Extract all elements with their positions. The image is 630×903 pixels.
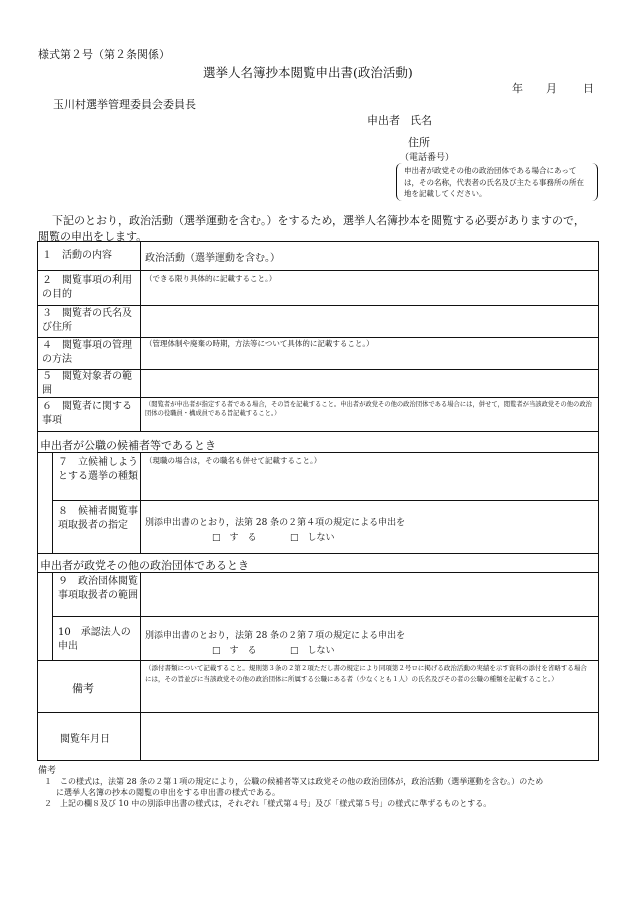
addressee: 玉川村選挙管理委員会委員長 [53,98,196,111]
section-political-group: 申出者が政党その他の政治団体であるとき [40,559,249,572]
row1-value: 政治活動（選挙運動を含む。） [145,253,280,264]
row8-label: ８ 候補者閲覧事項取扱者の指定 [58,506,138,531]
remarks-note: （添付書類について記載すること。規則第３条の２第２項ただし書の規定により同項第２号ロに掲げる政治活動の実績を示す資料の添付を省略する場合には，その旨並びに当該政党その他の政治団体に所属する公職にある者（少なくとも１人）の氏名及びその者の公職の種類を記載すること。） [145,664,587,683]
row4-note: （管理体制や廃棄の時期，方法等について具体的に記載すること。） [145,339,374,348]
grid-line [140,660,141,760]
grid-line [37,305,599,306]
grid-line [140,452,141,553]
form-number: 様式第２号（第２条関係） [38,48,170,61]
row6-label: ６ 閲覧者に関する事項 [42,401,132,426]
row7-label: ７ 立候補しようとする選挙の種類 [58,457,138,482]
intro-line-2: 閲覧の申出をします。 [38,230,148,243]
grid-line [37,660,599,661]
applicant-label: 申出者 [367,114,400,127]
row2-label: ２ 閲覧事項の利用の目的 [42,275,132,300]
intro-line-1: 下記のとおり，政治活動（選挙運動を含む。）をするため，選挙人名簿抄本を閲覧する必要がありますので， [52,214,585,227]
grid-line [52,572,53,660]
grid-line [52,500,599,501]
row10-option-yes[interactable]: □ す る [212,646,257,656]
name-label: 氏名 [410,114,432,127]
row8-option-no[interactable]: □ しない [290,533,335,543]
row7-note: （現職の場合は，その職名も併せて記載すること。） [145,456,322,465]
grid-line [598,241,599,760]
grid-line [37,270,599,271]
row9-label: ９ 政治団体閲覧事項取扱者の範囲 [58,576,138,601]
viewing-date-label: 閲覧年月日 [60,734,110,745]
row2-note: （できる限り具体的に記載すること。） [145,274,277,283]
grid-line [37,241,38,760]
remarks-label: 備考 [72,682,94,695]
row8-option-yes[interactable]: □ す る [212,533,257,543]
grid-line [37,337,599,338]
section-candidate: 申出者が公職の候補者等であるとき [40,439,216,452]
grid-line [140,241,141,431]
bracket-note: 申出者が政党その他の政治団体である場合にあっては，その名称，代表者の氏名及び主たる事務所の所在地を記載してください。 [404,166,584,198]
row10-label: 10 承認法人の申出 [58,627,131,652]
grid-line [37,712,599,713]
date-day: 日 [583,82,594,95]
form-title: 選挙人名簿抄本閲覧申出書(政治活動) [203,65,413,80]
row1-label: １ 活動の内容 [42,250,112,261]
row8-text: 別添申出書のとおり，法第 28 条の２第４項の規定による申出を [145,518,406,528]
grid-line [52,452,53,553]
footnote-2: ２ 上記の欄８及び 10 中の別添申出書の様式は，それぞれ「様式第４号」及び「様式第５号」の様式に準ずるものとする。 [44,799,492,808]
footnote-1-line-1: １ この様式は，法第 28 条の２第１項の規定により，公職の候補者等又は政党その他の政治団体が，政治活動（選挙運動を含む。）のため [44,777,544,786]
grid-line [37,431,599,432]
date-year: 年 [512,82,523,95]
row6-note: （閲覧者が申出者が指定する者である場合，その旨を記載すること。申出者が政党その他の政治団体である場合には，併せて，閲覧者が当該政党その他の政治団体の役職員・構成員である旨記載すること。） [145,401,592,417]
footnote-1-line-2: に選挙人名簿の抄本の閲覧の申出をする申出書の様式である。 [56,788,280,797]
address-label: 住所 [408,136,430,149]
grid-line [140,572,141,660]
footnotes-title: 備考 [38,766,57,776]
phone-label: （電話番号） [400,153,455,163]
row4-label: ４ 閲覧事項の管理の方法 [42,340,132,365]
grid-line [37,241,599,242]
grid-line [52,616,599,617]
grid-line [37,553,599,554]
row10-option-no[interactable]: □ しない [290,646,335,656]
grid-line [37,760,599,761]
date-month: 月 [546,82,557,95]
row3-label: ３ 閲覧者の氏名及び住所 [42,308,132,333]
row10-text: 別添申出書のとおり，法第 28 条の２第７項の規定による申出を [145,631,406,641]
row5-label: ５ 閲覧対象者の範囲 [42,371,132,396]
